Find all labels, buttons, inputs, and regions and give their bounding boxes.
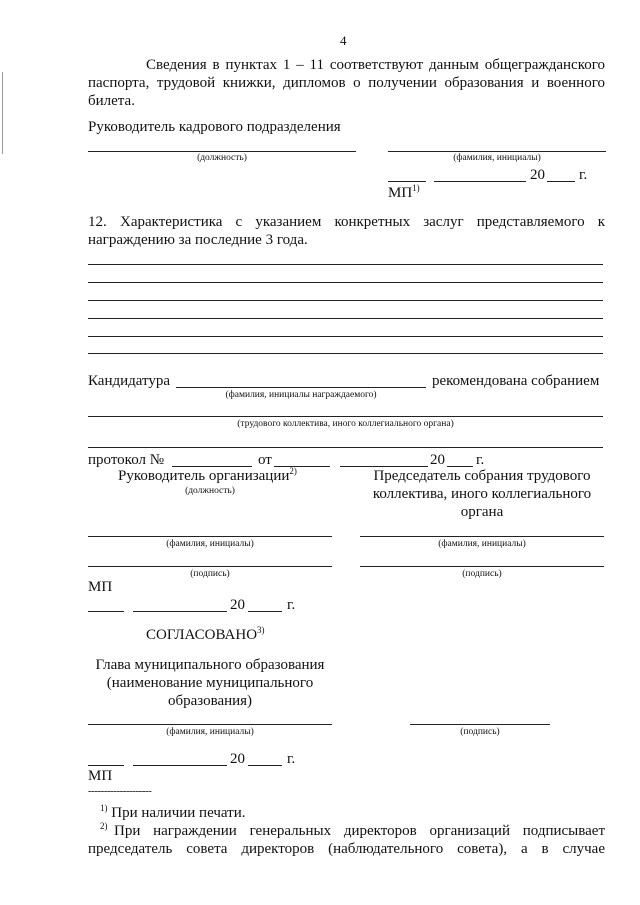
sign-date-day-line <box>88 611 124 612</box>
municipal-date-month-line <box>133 765 227 766</box>
org-head-signature-caption: (подпись) <box>190 569 230 579</box>
protocol-ot: от <box>258 452 272 468</box>
mp-plain-label: МП <box>88 579 113 595</box>
footnote-1 <box>100 804 246 823</box>
agreed-label <box>146 626 265 645</box>
characteristic-line-6 <box>88 353 603 354</box>
info-paragraph-line2: паспорта, трудовой книжки, дипломов о получении образования и военного <box>88 75 605 91</box>
municipal-name-line <box>88 724 332 725</box>
hr-position-line <box>88 151 356 152</box>
chairman-signature-caption: (подпись) <box>462 569 502 579</box>
chairman-name-caption: (фамилия, инициалы) <box>438 539 526 549</box>
hr-date-day-line <box>388 181 426 182</box>
hr-date-year-line <box>547 181 575 182</box>
footnote-1-mark: 1) <box>100 803 108 813</box>
org-head-position-caption: (должность) <box>185 486 235 496</box>
item12-number: 12. <box>88 214 107 230</box>
sign-date-year-prefix: 20 <box>230 597 245 613</box>
candidacy-recommended: рекомендована собранием <box>432 373 600 389</box>
footnote-2-line1: При награждении генеральных директоров организаций подписывает <box>114 823 605 839</box>
characteristic-line-5 <box>88 336 603 337</box>
item12-line2: награждению за последние 3 года. <box>88 232 308 248</box>
hr-date-month-line <box>434 181 526 182</box>
sign-date-year-line <box>248 611 282 612</box>
candidacy-name-caption: (фамилия, инициалы награждаемого) <box>225 390 377 400</box>
collective-line <box>88 416 603 417</box>
protocol-year-prefix: 20 <box>430 452 445 468</box>
item12-line1: Характеристика с указанием конкретных заслуг представляемого к <box>120 214 605 230</box>
municipal-head-line3: образования) <box>167 693 253 709</box>
mp-label <box>388 184 420 203</box>
candidacy-name-line <box>176 387 426 388</box>
municipal-date-day-line <box>88 765 124 766</box>
hr-name-line <box>388 151 606 152</box>
characteristic-line-3 <box>88 300 603 301</box>
characteristic-line-2 <box>88 282 603 283</box>
footnote-2-line2: председатель совета директоров (наблюдательного совета), а в случае <box>88 841 605 857</box>
chairman-line2: коллектива, иного коллегиального <box>372 486 592 502</box>
agreed-footnote-ref: 3) <box>257 625 265 635</box>
characteristic-line-4 <box>88 318 603 319</box>
footnote-separator: -------------------- <box>88 785 152 797</box>
municipal-date-year-prefix: 20 <box>230 751 245 767</box>
page-number: 4 <box>340 33 347 48</box>
protocol-label: протокол № <box>88 452 165 468</box>
candidacy-word: Кандидатура <box>88 373 171 389</box>
footnote-2-mark: 2) <box>100 821 108 831</box>
sign-date-g: г. <box>287 597 296 613</box>
hr-name-caption: (фамилия, инициалы) <box>453 153 541 163</box>
org-head-label-text: Руководитель организации <box>118 468 290 484</box>
hr-head-label: Руководитель кадрового подразделения <box>88 119 341 135</box>
municipal-signature-line <box>410 724 550 725</box>
mp-bottom-label: МП <box>88 768 113 784</box>
footnote-1-text: При наличии печати. <box>111 805 246 821</box>
sign-date-month-line <box>133 611 227 612</box>
municipal-date-g: г. <box>287 751 296 767</box>
protocol-g: г. <box>476 452 485 468</box>
hr-date-g: г. <box>579 167 588 183</box>
org-head-name-caption: (фамилия, инициалы) <box>166 539 254 549</box>
municipal-date-year-line <box>248 765 282 766</box>
org-head-signature-line <box>88 566 332 567</box>
chairman-line1: Председатель собрания трудового <box>373 468 591 484</box>
info-paragraph-line3: билета. <box>88 93 135 109</box>
municipal-head-line1: Глава муниципального образования <box>95 657 325 673</box>
chairman-name-line <box>360 536 604 537</box>
mp-label-text: МП <box>388 185 413 201</box>
municipal-head-line2: (наименование муниципального <box>106 675 314 691</box>
org-head-label <box>118 467 297 486</box>
scan-margin-mark <box>2 72 3 154</box>
municipal-name-caption: (фамилия, инициалы) <box>166 727 254 737</box>
collective-caption: (трудового коллектива, иного коллегиального органа) <box>237 419 454 429</box>
collective-line-2 <box>88 447 603 448</box>
info-paragraph-line1: Сведения в пунктах 1 – 11 соответствуют данным общегражданского <box>146 57 605 73</box>
chairman-signature-line <box>360 566 604 567</box>
hr-date-year-prefix: 20 <box>530 167 545 183</box>
mp-footnote-ref: 1) <box>412 183 420 193</box>
municipal-signature-caption: (подпись) <box>460 727 500 737</box>
chairman-line3: органа <box>460 504 504 520</box>
agreed-label-text: СОГЛАСОВАНО <box>146 627 258 643</box>
characteristic-line-1 <box>88 264 603 265</box>
org-head-footnote-ref: 2) <box>289 466 297 476</box>
footnote-2-sup <box>100 822 108 841</box>
hr-position-caption: (должность) <box>197 153 247 163</box>
org-head-name-line <box>88 536 332 537</box>
